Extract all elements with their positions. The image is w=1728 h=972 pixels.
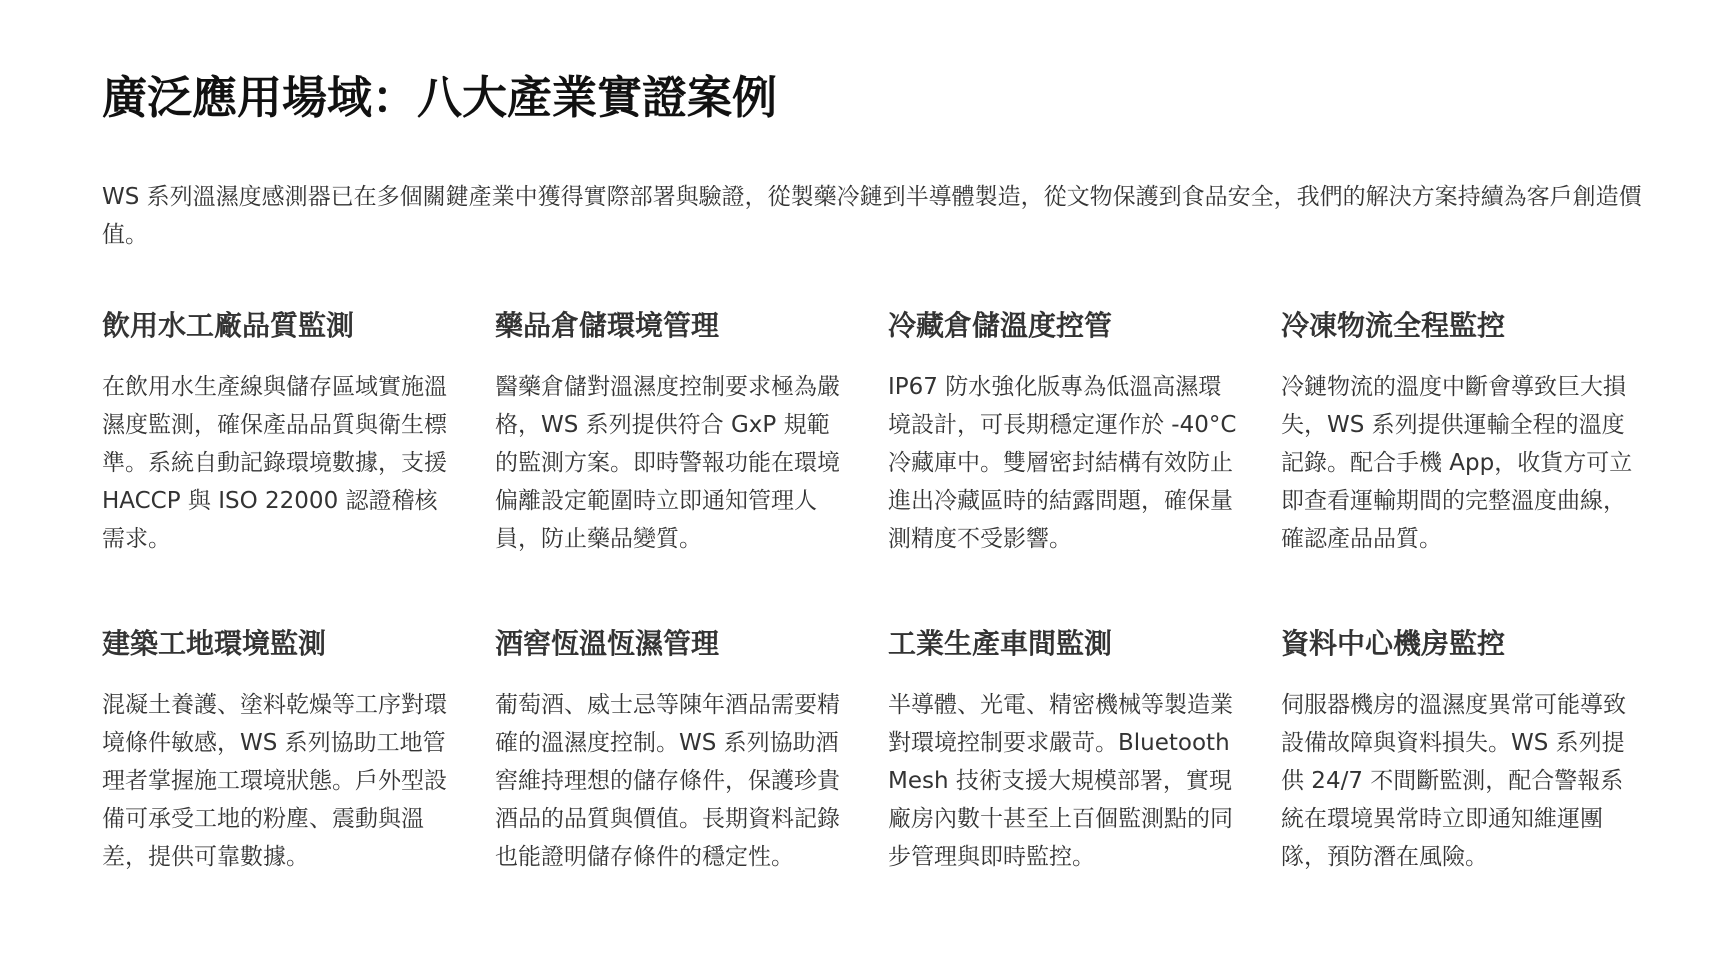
case-description: 冷鏈物流的溫度中斷會導致巨大損失，WS 系列提供運輸全程的溫度記錄。配合手機 App，收貨方可立即查看運輸期間的完整溫度曲線，確認產品品質。 [1281, 374, 1633, 552]
case-card-construction-site [102, 624, 457, 924]
case-title: 飲用水工廠品質監測 [102, 309, 355, 342]
case-description: 半導體、光電、精密機械等製造業對環境控制要求嚴苛。Bluetooth Mesh 技術支援大規模部署，實現廠房內數十甚至上百個監測點的同步管理與即時監控。 [888, 692, 1233, 870]
case-title: 工業生產車間監測 [888, 627, 1113, 660]
case-title: 酒窖恆溫恆濕管理 [495, 627, 720, 660]
case-card-cold-chain-logistics [1281, 306, 1636, 624]
case-card-cold-storage [888, 306, 1243, 624]
case-title: 資料中心機房監控 [1281, 627, 1506, 660]
case-title: 藥品倉儲環境管理 [495, 309, 720, 342]
case-title: 建築工地環境監測 [102, 627, 327, 660]
case-description: IP67 防水強化版專為低溫高濕環境設計，可長期穩定運作於 -40°C 冷藏庫中。雙層密封結構有效防止進出冷藏區時的結露問題，確保量測精度不受影響。 [888, 374, 1237, 552]
intro-paragraph: WS 系列溫濕度感測器已在多個關鍵產業中獲得實際部署與驗證，從製藥冷鏈到半導體製造，從文物保護到食品安全，我們的解決方案持續為客戶創造價值。 [102, 184, 1642, 248]
case-card-wine-cellar [495, 624, 850, 924]
case-description: 在飲用水生產線與儲存區域實施溫濕度監測，確保產品品質與衛生標準。系統自動記錄環境數據，支援 HACCP 與 ISO 22000 認證稽核需求。 [102, 374, 447, 552]
case-description: 混凝土養護、塗料乾燥等工序對環境條件敏感，WS 系列協助工地管理者掌握施工環境狀態。戶外型設備可承受工地的粉塵、震動與溫差，提供可靠數據。 [102, 692, 447, 870]
case-title: 冷凍物流全程監控 [1281, 309, 1506, 342]
case-title: 冷藏倉儲溫度控管 [888, 309, 1113, 342]
case-description: 醫藥倉儲對溫濕度控制要求極為嚴格，WS 系列提供符合 GxP 規範的監測方案。即時警報功能在環境偏離設定範圍時立即通知管理人員，防止藥品變質。 [495, 374, 840, 552]
case-description: 葡萄酒、威士忌等陳年酒品需要精確的溫濕度控制。WS 系列協助酒窖維持理想的儲存條件，保護珍貴酒品的品質與價值。長期資料記錄也能證明儲存條件的穩定性。 [495, 692, 840, 870]
case-card-data-center [1281, 624, 1636, 924]
case-grid [102, 306, 1682, 924]
case-card-drinking-water [102, 306, 457, 624]
case-card-industrial-workshop [888, 624, 1243, 924]
case-card-pharma-warehouse [495, 306, 850, 624]
page-title: 廣泛應用場域：八大產業實證案例 [102, 71, 778, 124]
slide [102, 0, 1642, 972]
case-description: 伺服器機房的溫濕度異常可能導致設備故障與資料損失。WS 系列提供 24/7 不間斷監測，配合警報系統在環境異常時立即通知維運團隊，預防潛在風險。 [1281, 692, 1626, 870]
